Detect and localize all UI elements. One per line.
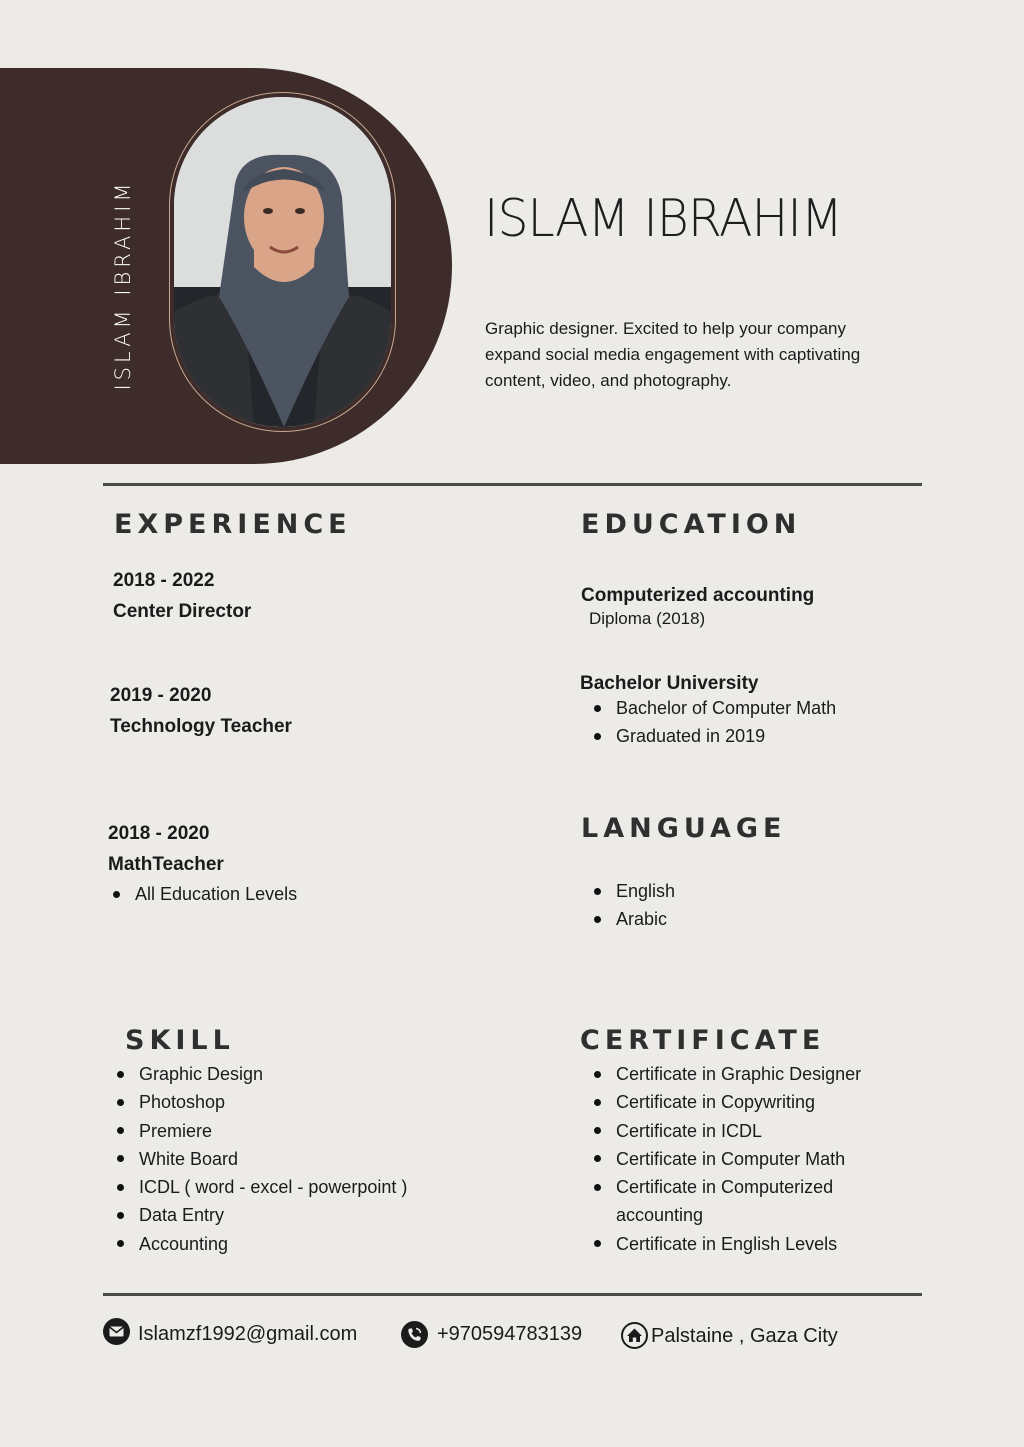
summary-text: Graphic designer. Excited to help your company expand social media engagement with captivating content, video, and photography. — [485, 319, 861, 390]
language-heading: LANGUAGE — [581, 813, 787, 844]
job-years: 2018 - 2022 — [113, 570, 215, 591]
job-details-list — [110, 880, 297, 908]
experience-item — [108, 818, 224, 880]
list-item: English — [591, 877, 675, 905]
education-title: Computerized accounting — [581, 585, 815, 606]
job-role: Center Director — [113, 601, 252, 622]
list-item: Graphic Design — [114, 1060, 407, 1088]
list-item: Certificate in Graphic Designer — [591, 1060, 891, 1088]
list-item: Accounting — [114, 1230, 407, 1258]
education-heading: EDUCATION — [581, 509, 802, 540]
home-icon — [621, 1322, 648, 1349]
list-item: All Education Levels — [110, 880, 297, 908]
list-item: Bachelor of Computer Math — [591, 694, 836, 722]
list-item: Graduated in 2019 — [591, 722, 836, 750]
list-item: Certificate in Computerized accounting — [591, 1173, 891, 1230]
contact-phone[interactable]: +970594783139 — [437, 1323, 583, 1345]
experience-item — [110, 680, 292, 742]
list-item: Certificate in English Levels — [591, 1230, 891, 1258]
certificate-list — [591, 1060, 891, 1258]
phone-icon — [401, 1321, 428, 1348]
job-years: 2018 - 2020 — [108, 823, 210, 844]
list-item: Data Entry — [114, 1201, 407, 1229]
job-role: Technology Teacher — [110, 716, 292, 737]
skill-list — [114, 1060, 407, 1258]
list-item: Photoshop — [114, 1088, 407, 1116]
experience-heading: EXPERIENCE — [114, 509, 352, 540]
envelope-icon — [103, 1318, 130, 1345]
list-item: ICDL ( word - excel - powerpoint ) — [114, 1173, 407, 1201]
list-item: Premiere — [114, 1117, 407, 1145]
job-years: 2019 - 2020 — [110, 685, 212, 706]
language-list — [591, 877, 675, 934]
page-title: ISLAM IBRAHIM — [484, 188, 843, 249]
experience-item — [113, 565, 251, 627]
job-role: MathTeacher — [108, 854, 224, 875]
education-subtitle: Diploma (2018) — [589, 609, 706, 628]
vertical-name: ISLAM IBRAHIM — [111, 179, 135, 391]
list-item: Certificate in ICDL — [591, 1117, 891, 1145]
education-details-list — [591, 694, 836, 751]
education-title: Bachelor University — [580, 673, 759, 694]
list-item: Certificate in Computer Math — [591, 1145, 891, 1173]
contact-location: Palstaine , Gaza City — [651, 1325, 838, 1347]
list-item: Arabic — [591, 905, 675, 933]
divider-bottom — [103, 1293, 922, 1296]
divider-top — [103, 483, 922, 486]
contact-email[interactable]: Islamzf1992@gmail.com — [138, 1323, 358, 1345]
profile-photo — [174, 97, 391, 427]
certificate-heading: CERTIFICATE — [580, 1025, 826, 1056]
list-item: Certificate in Copywriting — [591, 1088, 891, 1116]
list-item: White Board — [114, 1145, 407, 1173]
skill-heading: SKILL — [125, 1025, 235, 1056]
